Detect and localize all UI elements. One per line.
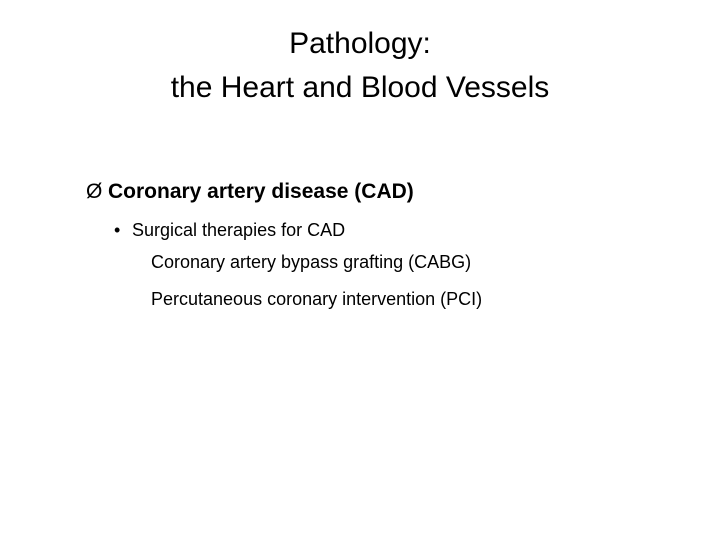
title-line-2: the Heart and Blood Vessels — [170, 71, 550, 104]
sub-item-cabg: Coronary artery bypass grafting (CABG) — [151, 252, 472, 272]
bullet-level-2 — [114, 214, 345, 246]
bullet-level-2-text: Surgical therapies for CAD — [132, 220, 346, 240]
bullet-level-1-text: Coronary artery disease (CAD) — [108, 180, 414, 203]
arrow-bullet-icon: Ø — [86, 180, 103, 203]
bullet-level-1 — [86, 174, 414, 210]
sub-item-pci: Percutaneous coronary intervention (PCI) — [151, 289, 483, 309]
slide-title — [0, 22, 720, 110]
dot-bullet-icon: • — [114, 220, 121, 240]
title-line-1: Pathology: — [289, 27, 431, 60]
